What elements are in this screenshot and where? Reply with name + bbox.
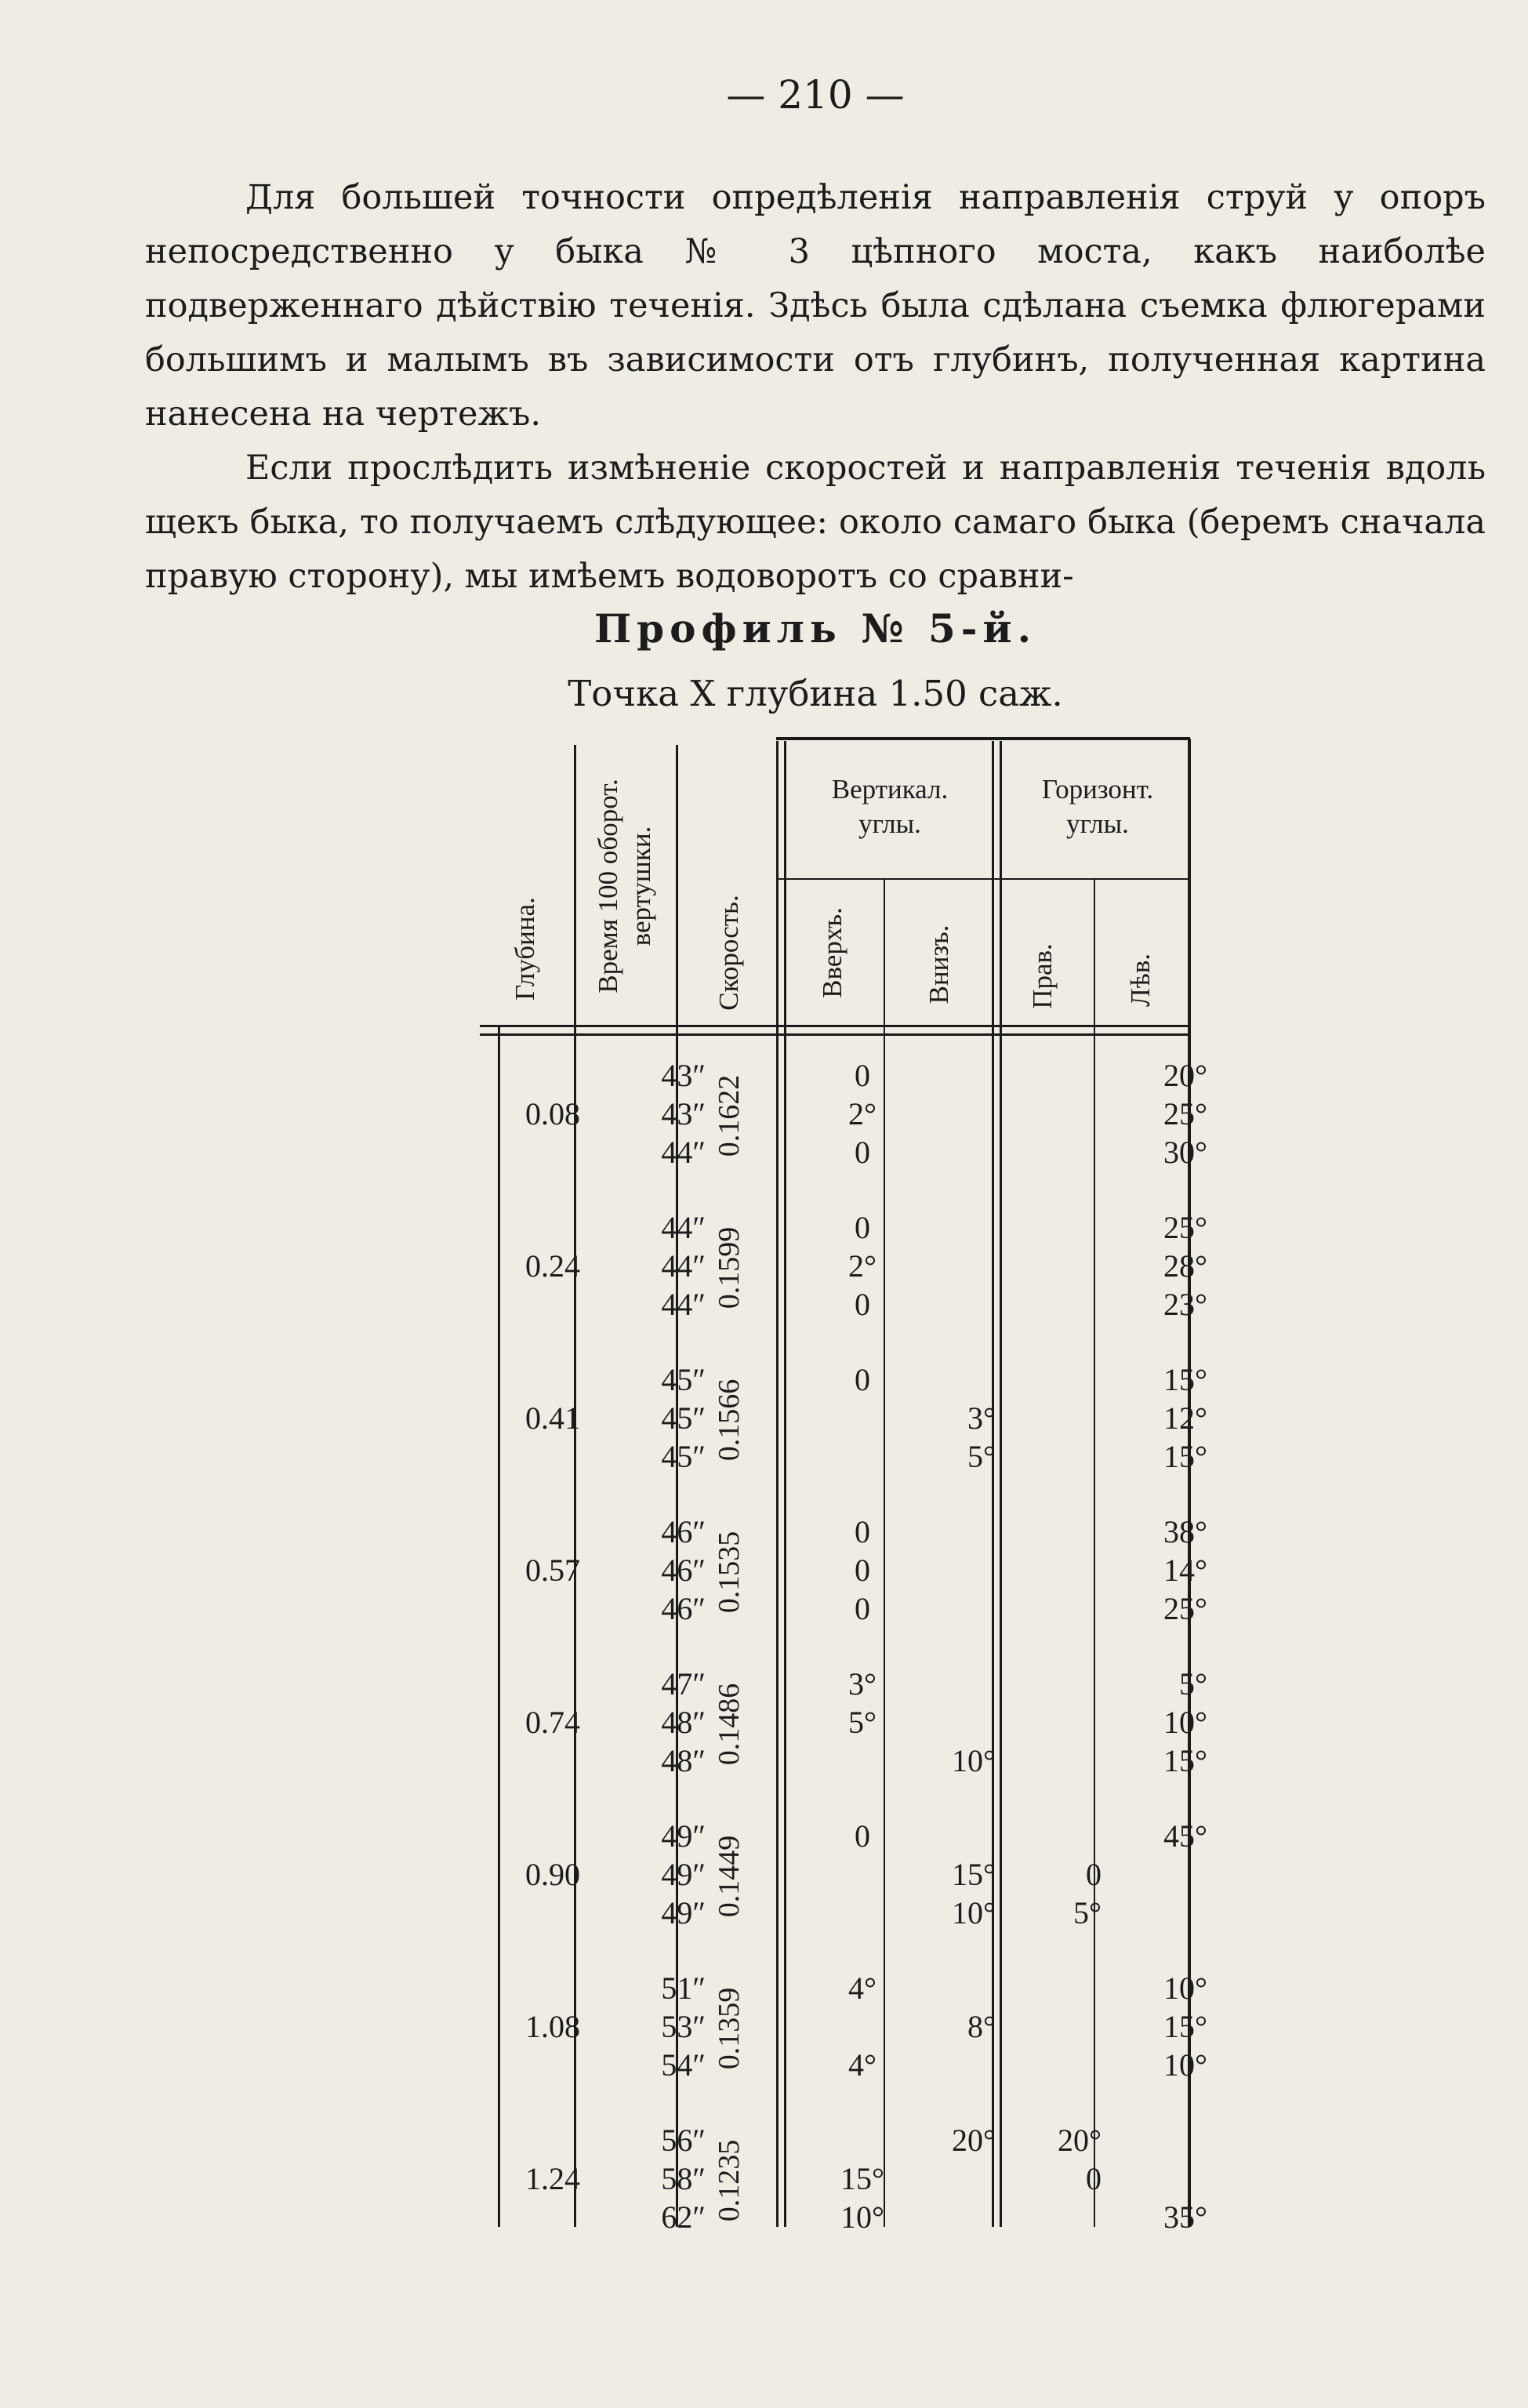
angle-right-cell: 5° [1073, 1895, 1102, 1930]
angle-down-cell: 3° [967, 1400, 996, 1436]
header-horizontal: Горизонт. углы. [1041, 774, 1154, 839]
time-cell: 45″ [661, 1439, 706, 1474]
angle-up-cell: 2° [848, 1248, 877, 1284]
depth-time-rule [574, 745, 576, 2227]
header-time-line2: вертушки. [626, 826, 656, 946]
angle-left-cell: 25° [1163, 1096, 1207, 1131]
header-bottom-rule [480, 1025, 1190, 1027]
angle-left-cell: 23° [1163, 1287, 1207, 1322]
angle-up-cell: 4° [848, 2047, 877, 2083]
depth-cell: 0.24 [525, 1248, 580, 1284]
angle-up-cell: 15° [840, 2161, 884, 2196]
angle-up-cell: 0 [855, 1362, 870, 1397]
header-time-line1: Время 100 оборот. [593, 779, 623, 993]
time-cell: 49″ [661, 1857, 706, 1892]
angle-down-cell: 5° [967, 1439, 996, 1474]
speed-cell: 0.1535 [713, 1531, 746, 1614]
header-down: Внизъ. [924, 924, 954, 1004]
speed-cell: 0.1622 [713, 1074, 746, 1157]
angle-left-cell: 15° [1163, 1743, 1207, 1778]
time-cell: 48″ [661, 1743, 706, 1778]
page-number: — 210 — [726, 72, 905, 118]
angle-up-cell: 0 [855, 1210, 870, 1245]
angle-up-cell: 0 [855, 1818, 870, 1854]
vertical-horizontal-rule-2 [1000, 741, 1002, 2227]
time-cell: 56″ [661, 2123, 706, 2158]
group-header-rule [776, 878, 1190, 880]
header-depth: Глубина. [510, 897, 540, 1001]
angle-left-cell: 25° [1163, 1210, 1207, 1245]
header-right: Прав. [1027, 943, 1058, 1009]
angle-down-cell: 15° [952, 1857, 996, 1892]
speed-cell: 0.1566 [713, 1378, 746, 1462]
angle-up-cell: 3° [848, 1666, 877, 1702]
time-cell: 47″ [661, 1666, 706, 1702]
angle-left-cell: 10° [1163, 1970, 1207, 2006]
angle-up-cell: 0 [855, 1287, 870, 1322]
right-left-rule [1094, 880, 1095, 2227]
header-speed: Скорость. [713, 895, 744, 1011]
time-cell: 62″ [661, 2199, 706, 2235]
angle-left-cell: 15° [1163, 2009, 1207, 2044]
angle-up-cell: 0 [855, 1553, 870, 1588]
angle-up-cell: 0 [855, 1591, 870, 1626]
time-cell: 44″ [661, 1135, 706, 1170]
time-cell: 46″ [661, 1553, 706, 1588]
profile-subtitle: Точка X глубина 1.50 саж. [568, 673, 1063, 714]
angle-right-cell: 0 [1086, 2161, 1102, 2196]
speed-cell: 0.1359 [713, 1987, 746, 2070]
time-cell: 43″ [661, 1058, 706, 1093]
table-top-rule [776, 737, 1190, 740]
time-cell: 54″ [661, 2047, 706, 2083]
depth-cell: 0.74 [525, 1705, 580, 1740]
time-cell: 53″ [661, 2009, 706, 2044]
angle-right-cell: 0 [1086, 1857, 1102, 1892]
table-left-rule [498, 1026, 500, 2227]
angle-right-cell: 20° [1058, 2123, 1102, 2158]
speed-cell: 0.1486 [713, 1683, 746, 1766]
speed-cell: 0.1235 [713, 2139, 746, 2222]
time-cell: 46″ [661, 1591, 706, 1626]
angle-left-cell: 20° [1163, 1058, 1207, 1093]
time-cell: 48″ [661, 1705, 706, 1740]
angle-down-cell: 20° [952, 2123, 996, 2158]
angle-down-cell: 8° [967, 2009, 996, 2044]
speed-cell: 0.1599 [713, 1226, 746, 1309]
header-time [592, 779, 658, 993]
angle-left-cell: 10° [1163, 1705, 1207, 1740]
time-cell: 45″ [661, 1362, 706, 1397]
time-cell: 51″ [661, 1970, 706, 2006]
header-bottom-rule-2 [480, 1033, 1190, 1036]
paragraph-1: Для большей точности опредѣленія направленія струй у опоръ непосредственно у быка № 3 цѣпного моста, какъ наиболѣе подверженнаго дѣйствію теченія. Здѣсь была сдѣлана съемка флюгерами большимъ и малымъ въ зависимости отъ глубинъ, полученная картина нанесена на чертежъ. [145, 178, 1486, 434]
angle-up-cell: 2° [848, 1096, 877, 1131]
time-cell: 44″ [661, 1248, 706, 1284]
angle-left-cell: 35° [1163, 2199, 1207, 2235]
angle-up-cell: 0 [855, 1514, 870, 1549]
vertical-horizontal-rule [992, 741, 994, 2227]
profile-title: Профиль № 5-й. [593, 605, 1037, 652]
angle-left-cell: 14° [1163, 1553, 1207, 1588]
angle-down-cell: 10° [952, 1895, 996, 1930]
angle-up-cell: 4° [848, 1970, 877, 2006]
depth-cell: 1.08 [525, 2009, 580, 2044]
angle-left-cell: 30° [1163, 1135, 1207, 1170]
header-up: Вверхъ. [817, 907, 847, 998]
time-cell: 44″ [661, 1287, 706, 1322]
time-cell: 46″ [661, 1514, 706, 1549]
angle-left-cell: 12° [1163, 1400, 1207, 1436]
time-cell: 44″ [661, 1210, 706, 1245]
angle-left-cell: 28° [1163, 1248, 1207, 1284]
angle-up-cell: 0 [855, 1135, 870, 1170]
angle-left-cell: 25° [1163, 1591, 1207, 1626]
time-cell: 58″ [661, 2161, 706, 2196]
header-left: Лѣв. [1125, 953, 1156, 1008]
angle-up-cell: 10° [840, 2199, 884, 2235]
angle-left-cell: 15° [1163, 1439, 1207, 1474]
angle-up-cell: 5° [848, 1705, 877, 1740]
speed-vertical-rule-2 [784, 741, 786, 2227]
speed-vertical-rule [776, 741, 779, 2227]
time-cell: 45″ [661, 1400, 706, 1436]
angle-left-cell: 15° [1163, 1362, 1207, 1397]
angle-left-cell: 38° [1163, 1514, 1207, 1549]
angle-up-cell: 0 [855, 1058, 870, 1093]
angle-down-cell: 10° [952, 1743, 996, 1778]
angle-left-cell: 45° [1163, 1818, 1207, 1854]
angle-left-cell: 10° [1163, 2047, 1207, 2083]
header-vertical: Вертикал. углы. [831, 774, 949, 839]
depth-cell: 0.90 [525, 1857, 580, 1892]
time-cell: 49″ [661, 1895, 706, 1930]
time-cell: 49″ [661, 1818, 706, 1854]
depth-cell: 1.24 [525, 2161, 580, 2196]
paragraph-2: Если прослѣдить измѣненіе скоростей и направленія теченія вдоль щекъ быка, то получаемъ слѣдующее: около самаго быка (беремъ сначала правую сторону), мы имѣемъ водоворотъ со сравни- [145, 449, 1486, 596]
angle-left-cell: 5° [1179, 1666, 1207, 1702]
depth-cell: 0.57 [525, 1553, 580, 1588]
depth-cell: 0.08 [525, 1096, 580, 1131]
time-cell: 43″ [661, 1096, 706, 1131]
speed-cell: 0.1449 [713, 1835, 746, 1918]
depth-cell: 0.41 [525, 1400, 580, 1436]
